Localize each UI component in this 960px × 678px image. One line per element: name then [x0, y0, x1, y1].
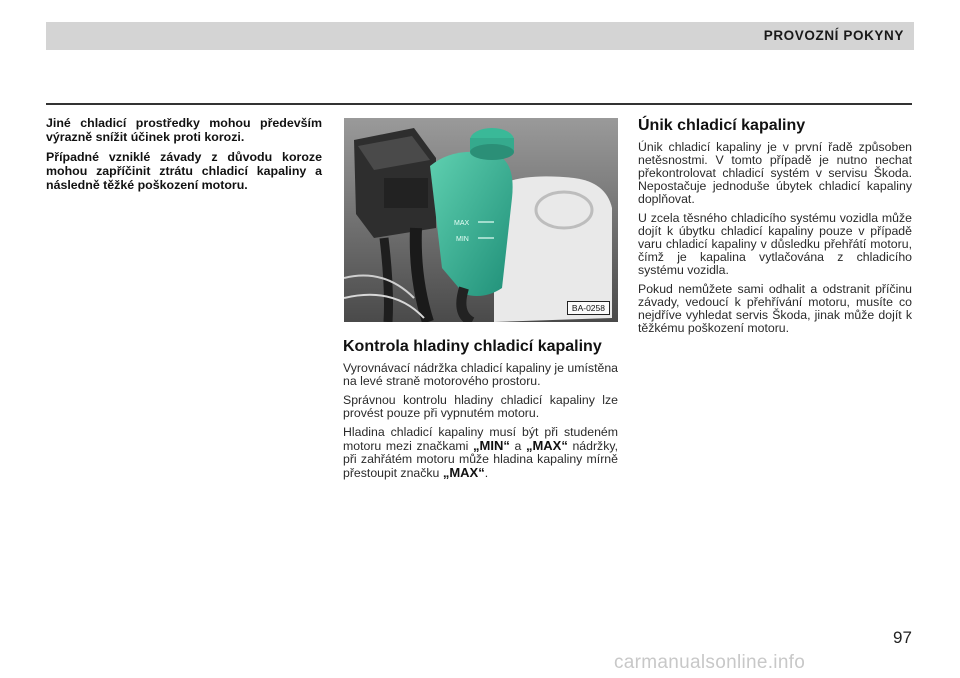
max-mark-label: MAX: [454, 220, 470, 227]
paragraph-level-marks: [343, 426, 618, 480]
warning-text-1: Jiné chladicí prostředky mohou především výrazně snížit účinek proti korozi.: [46, 116, 322, 144]
section-title: PROVOZNÍ POKYNY: [763, 28, 904, 43]
paragraph-check-engine-off: Správnou kontrolu hladiny chladicí kapaliny lze provést pouze při vypnutém motoru.: [343, 393, 618, 420]
paragraph-leak-cause: Únik chladicí kapaliny je v první řadě způsoben netěsnostmi. V tomto případě je nutno nechat překontrolovat chladicí systém v servisu Škoda. Nepostačuje jednoduše úbytek chladicí kapaliny doplňovat.: [638, 140, 912, 206]
min-mark-ref: „MIN“: [473, 438, 510, 453]
right-column: [638, 117, 912, 341]
page-number: 97: [893, 628, 912, 647]
middle-column: [343, 338, 618, 486]
warning-text-2: Případné vzniklé závady z důvodu koroze mohou zapříčinit ztrátu chladicí kapaliny a následně těžké poškození motoru.: [46, 150, 322, 192]
max-mark-ref-2: „MAX“: [442, 465, 485, 480]
text-run: nádržky, při zahřátém motoru může hladina kapaliny mírně přestoupit značku: [343, 439, 619, 480]
left-column: [46, 116, 322, 198]
paragraph-overheat-loss: U zcela těsného chladicího systému vozidla může dojít k úbytku chladicí kapaliny pouze v případě varu chladicí kapaliny v důsledku přehřátí motoru, čímž je kapalina vytlačována z chladicího systému vozidla.: [638, 211, 912, 277]
engine-bay-illustration: [344, 118, 618, 322]
text-run: a: [509, 439, 526, 453]
text-run: Hladina chladicí kapaliny musí být při studeném motoru mezi značkami: [343, 425, 618, 453]
paragraph-reservoir-location: Vyrovnávací nádržka chladicí kapaliny je umístěna na levé straně motorového prostoru.: [343, 361, 618, 388]
coolant-reservoir-photo: [344, 118, 618, 322]
divider-rule: [46, 103, 912, 105]
heading-coolant-level: Kontrola hladiny chladicí kapaliny: [343, 338, 602, 355]
max-mark-ref: „MAX“: [525, 438, 568, 453]
watermark: carmanualsonline.info: [614, 652, 806, 673]
paragraph-service-advice: Pokud nemůžete sami odhalit a odstranit příčinu závady, vedoucí k přehřívání motoru, musíte co nejdříve vyhledat servis Škoda, jinak může dojít k těžkému poškození motoru.: [638, 282, 912, 335]
figure-code: BA-0258: [567, 301, 610, 315]
heading-coolant-leak: Únik chladicí kapaliny: [638, 117, 806, 134]
text-run: .: [484, 466, 489, 480]
min-mark-label: MIN: [456, 236, 469, 243]
header-bar: [46, 22, 914, 50]
